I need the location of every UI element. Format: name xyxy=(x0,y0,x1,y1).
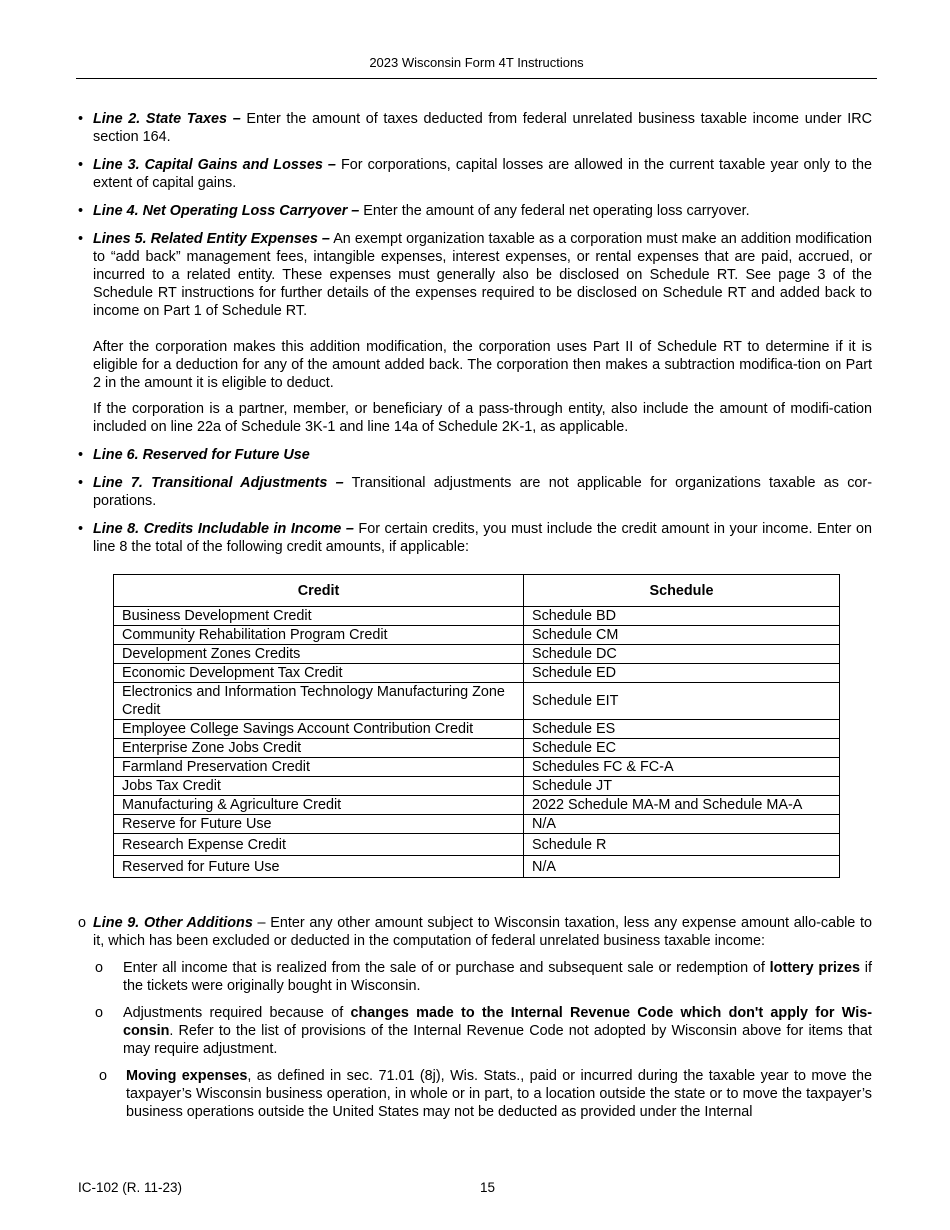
credit-cell: Manufacturing & Agriculture Credit xyxy=(114,796,524,815)
table-row xyxy=(114,758,840,777)
item-lead: Lines 5. Related Entity Expenses – xyxy=(93,231,330,247)
item-lead: Line 9. Other Additions xyxy=(93,915,253,931)
schedule-cell: 2022 Schedule MA-M and Schedule MA-A xyxy=(524,796,840,815)
circle-bullet-icon: o xyxy=(95,1005,104,1021)
table-header-row xyxy=(114,575,840,607)
credit-cell: Jobs Tax Credit xyxy=(114,777,524,796)
credit-cell: Reserve for Future Use xyxy=(114,815,524,834)
circle-bullet-icon: o xyxy=(99,1068,108,1084)
schedule-cell: Schedule EC xyxy=(524,739,840,758)
line-8-item xyxy=(78,520,872,556)
bullet-icon: • xyxy=(78,157,84,173)
item-text: Enter the amount of taxes deducted from federal unrelated business taxable income under IRC section 164. xyxy=(93,111,872,145)
line-4-item xyxy=(78,202,872,220)
item-lead: Line 8. Credits Includable in Income – xyxy=(93,521,354,537)
bullet-icon: • xyxy=(78,521,84,537)
line-7-item xyxy=(78,474,872,510)
table-row xyxy=(114,645,840,664)
table-row xyxy=(114,664,840,683)
item-text: For corporations, capital losses are allowed in the current taxable year only to the extent of capital gains. xyxy=(93,157,872,191)
bullet-icon: • xyxy=(78,447,84,463)
table-row xyxy=(114,683,840,720)
page-header: 2023 Wisconsin Form 4T Instructions xyxy=(369,55,584,70)
credit-cell: Reserved for Future Use xyxy=(114,856,524,878)
schedule-cell: Schedule DC xyxy=(524,645,840,664)
subitem-text: , as defined in sec. 71.01 (8j), Wis. Stats., paid or incurred during the taxable year to move the taxpayer’s Wisconsin business operation, in whole or in part, to a location outside the state or to move the taxpayer’s business operations outside the United States may not be deducted as provided under the Internal xyxy=(126,1068,873,1120)
schedule-cell: Schedules FC & FC-A xyxy=(524,758,840,777)
credit-cell: Enterprise Zone Jobs Credit xyxy=(114,739,524,758)
subitem-bold: changes made to the Internal Revenue Code which don't apply for Wis-consin xyxy=(123,1005,872,1039)
subitem-bold: lottery prizes xyxy=(769,960,861,976)
credit-cell: Electronics and Information Technology Manufacturing Zone Credit xyxy=(114,683,524,720)
item-text: Enter the amount of any federal net operating loss carryover. xyxy=(359,203,750,219)
table-row xyxy=(114,607,840,626)
schedule-cell: N/A xyxy=(524,815,840,834)
bullet-icon: • xyxy=(78,203,84,219)
item-lead: Line 7. Transitional Adjustments – xyxy=(93,475,344,491)
bullet-icon: • xyxy=(78,475,84,491)
lottery-prizes-subitem xyxy=(78,959,872,995)
credits-table xyxy=(113,574,840,878)
item-paragraph: If the corporation is a partner, member, or beneficiary of a pass-through entity, also include the amount of modifi-cation included on line 22a of Schedule 3K-1 and line 14a of Schedule 2K-1, as applicable. xyxy=(93,401,872,435)
table-row xyxy=(114,720,840,739)
table-row xyxy=(114,815,840,834)
table-row xyxy=(114,856,840,878)
item-lead: Line 3. Capital Gains and Losses – xyxy=(93,157,336,173)
item-text: Transitional adjustments are not applicable for organizations taxable as cor-porations. xyxy=(93,475,872,509)
circle-bullet-icon: o xyxy=(78,915,87,931)
circle-bullet-icon: o xyxy=(95,960,104,976)
moving-expenses-subitem xyxy=(78,1067,872,1121)
irc-changes-subitem xyxy=(78,1004,872,1058)
item-text: – Enter any other amount subject to Wisconsin taxation, less any expense amount allo-cable to it, which has been excluded or deducted in the computation of federal unrelated business taxable income: xyxy=(93,915,872,949)
table-row xyxy=(114,834,840,856)
table-row xyxy=(114,777,840,796)
table-row xyxy=(114,796,840,815)
table-row xyxy=(114,626,840,645)
item-lead: Line 2. State Taxes – xyxy=(93,111,241,127)
schedule-cell: Schedule ED xyxy=(524,664,840,683)
header-divider xyxy=(76,78,877,79)
credit-cell: Employee College Savings Account Contribution Credit xyxy=(114,720,524,739)
schedule-cell: Schedule JT xyxy=(524,777,840,796)
column-header-schedule: Schedule xyxy=(524,575,840,607)
form-identifier: IC-102 (R. 11-23) xyxy=(78,1180,183,1195)
subitem-text: if the tickets were originally bought in Wisconsin. xyxy=(123,960,872,994)
schedule-cell: Schedule EIT xyxy=(524,683,840,720)
column-header-credit: Credit xyxy=(114,575,524,607)
bullet-icon: • xyxy=(78,231,84,247)
credit-cell: Research Expense Credit xyxy=(114,834,524,856)
line-6-item xyxy=(78,446,872,464)
item-text: For certain credits, you must include the credit amount in your income. Enter on line 8 the total of the following credit amounts, if applicable: xyxy=(93,521,872,555)
schedule-cell: Schedule R xyxy=(524,834,840,856)
schedule-cell: Schedule CM xyxy=(524,626,840,645)
subitem-text: Enter all income that is realized from the sale of or purchase and subsequent sale or redemption of xyxy=(123,960,770,976)
credit-cell: Development Zones Credits xyxy=(114,645,524,664)
credit-cell: Business Development Credit xyxy=(114,607,524,626)
credit-cell: Farmland Preservation Credit xyxy=(114,758,524,777)
page-number: 15 xyxy=(480,1180,496,1195)
credit-cell: Economic Development Tax Credit xyxy=(114,664,524,683)
schedule-cell: N/A xyxy=(524,856,840,878)
line-3-item xyxy=(78,156,872,192)
line-5-item xyxy=(78,230,872,436)
subitem-text: Adjustments required because of xyxy=(123,1005,351,1021)
line-9-item xyxy=(78,914,872,950)
schedule-cell: Schedule BD xyxy=(524,607,840,626)
bullet-icon: • xyxy=(78,111,84,127)
line-2-item xyxy=(78,110,872,146)
credit-cell: Community Rehabilitation Program Credit xyxy=(114,626,524,645)
item-text: An exempt organization taxable as a corporation must make an addition modification to “add back” management fees, intangible expenses, interest expenses, or rental expenses that are paid, accrued, or incurred to a related entity. These expenses must generally also be disclosed on Schedule RT. See page 3 of the Schedule RT instructions for further details of the expenses required to be disclosed on Schedule RT and added back to income on Part 1 of Schedule RT. xyxy=(93,231,872,319)
item-lead: Line 4. Net Operating Loss Carryover – xyxy=(93,203,360,219)
subitem-text: . Refer to the list of provisions of the Internal Revenue Code not adopted by Wisconsin above for items that may require adjustment. xyxy=(123,1023,872,1057)
item-paragraph: After the corporation makes this addition modification, the corporation uses Part II of Schedule RT to determine if it is eligible for a deduction for any of the amount added back. The corporation then makes a subtraction modifica-tion on Part 2 in the amount it is eligible to deduct. xyxy=(93,339,872,391)
table-row xyxy=(114,739,840,758)
page-content xyxy=(78,110,872,1121)
schedule-cell: Schedule ES xyxy=(524,720,840,739)
item-lead: Line 6. Reserved for Future Use xyxy=(93,447,310,463)
subitem-bold: Moving expenses xyxy=(126,1068,248,1084)
